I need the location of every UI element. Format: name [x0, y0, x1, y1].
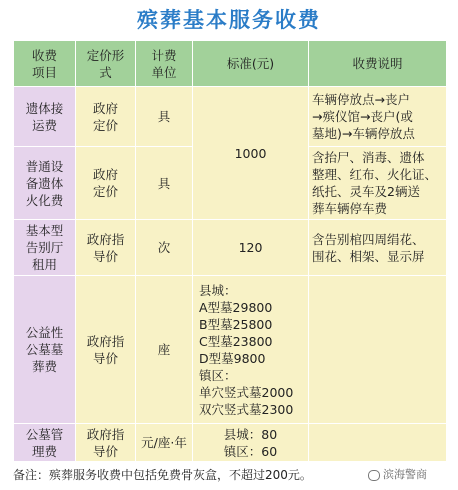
header-desc: 收费说明	[309, 41, 447, 87]
header-pricing: 定价形 式	[76, 41, 136, 87]
item-cell: 公益性 公墓墓 葬费	[14, 276, 76, 424]
table-row	[14, 87, 447, 147]
pricing-cell: 政府指 导价	[76, 276, 136, 424]
wechat-icon	[368, 470, 380, 481]
pricing-cell: 政府指 导价	[76, 220, 136, 276]
item-cell: 遗体接 运费	[14, 87, 76, 147]
desc-cell: 含告别棺四周绢花、 围花、相架、显示屏	[309, 220, 447, 276]
pricing-cell: 政府指 导价	[76, 424, 136, 462]
unit-cell: 具	[136, 147, 193, 220]
item-cell: 普通设 备遗体 火化费	[14, 147, 76, 220]
standard-cell: 县城： A型墓29800 B型墓25800 C型墓23800 D型墓9800 镇区： 单穴竖式墓2000 双穴竖式墓2300	[193, 276, 309, 424]
unit-cell: 元/座·年	[136, 424, 193, 462]
unit-cell: 具	[136, 87, 193, 147]
desc-cell-empty	[309, 424, 447, 462]
header-item: 收费 项目	[14, 41, 76, 87]
table-row	[14, 276, 447, 424]
table-row	[14, 424, 447, 462]
table-header-row	[14, 41, 447, 87]
unit-cell: 座	[136, 276, 193, 424]
standard-cell: 县城：80 镇区：60	[193, 424, 309, 462]
table-row	[14, 220, 447, 276]
footnote: 备注：殡葬服务收费中包括免费骨灰盒，不超过200元。	[13, 468, 312, 482]
page-title: 殡葬基本服务收费	[137, 7, 321, 32]
item-cell: 基本型 告别厅 租用	[14, 220, 76, 276]
pricing-cell: 政府 定价	[76, 147, 136, 220]
unit-cell: 次	[136, 220, 193, 276]
pricing-cell: 政府 定价	[76, 87, 136, 147]
watermark: 滨海警商	[368, 466, 427, 482]
item-cell: 公墓管 理费	[14, 424, 76, 462]
desc-cell-empty	[309, 276, 447, 424]
fee-table	[13, 40, 447, 462]
header-standard: 标准(元)	[193, 41, 309, 87]
header-unit: 计费 单位	[136, 41, 193, 87]
desc-cell: 含抬尸、消毒、遗体 整理、红布、火化证、 纸托、灵车及2辆送 葬车辆停车费	[309, 147, 447, 220]
standard-cell-shared: 1000	[193, 87, 309, 220]
standard-cell: 120	[193, 220, 309, 276]
desc-cell: 车辆停放点→丧户 →殡仪馆→丧户(或 墓地)→车辆停放点	[309, 87, 447, 147]
